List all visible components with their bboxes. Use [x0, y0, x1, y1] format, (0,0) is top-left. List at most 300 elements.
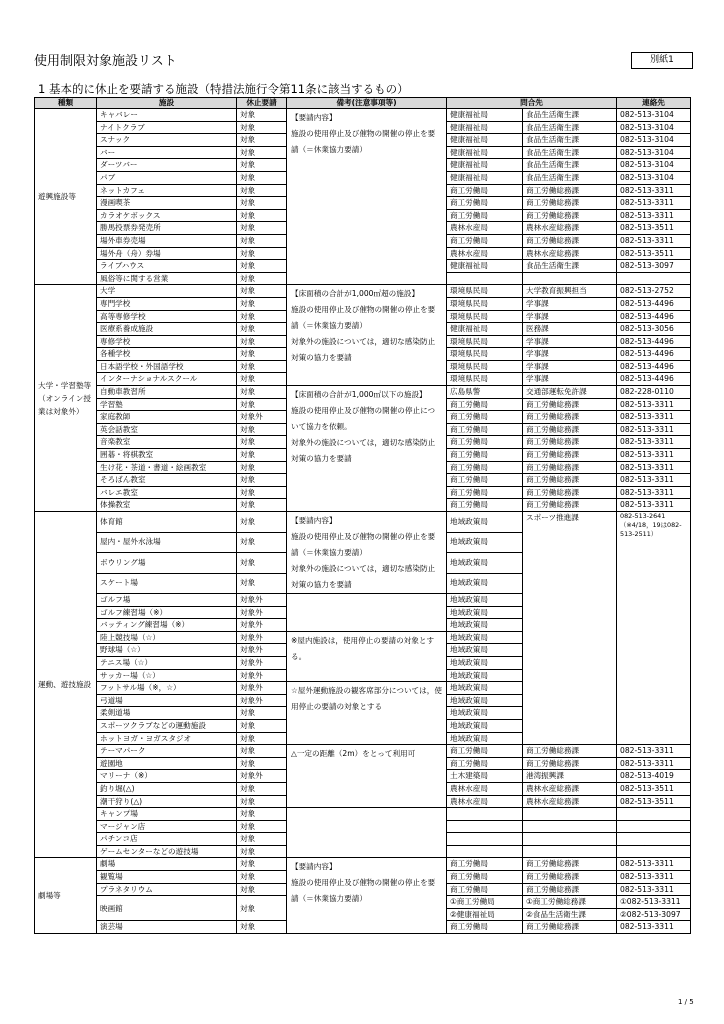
request-status: 対象 — [237, 532, 287, 553]
facility-name: キャンプ場 — [97, 808, 237, 821]
contact-section: スポーツ推進課 — [523, 512, 617, 745]
contact-dept: 地域政策局 — [447, 694, 523, 707]
request-status: 対象 — [237, 474, 287, 487]
request-status: 対象 — [237, 272, 287, 285]
contact-dept: 地域政策局 — [447, 606, 523, 619]
contact-section: 学事課 — [523, 335, 617, 348]
contact-section: 商工労働総務課 — [523, 234, 617, 247]
contact-phone: 082-513-3311 — [617, 499, 691, 512]
facility-name: 専門学校 — [97, 297, 237, 310]
contact-dept: 商工労働局 — [447, 883, 523, 896]
contact-dept: 土木建築局 — [447, 770, 523, 783]
notes-cell — [287, 109, 447, 285]
contact-section: 食品生活衛生課 — [523, 171, 617, 184]
request-status: 対象 — [237, 209, 287, 222]
facility-name: ゲームセンターなどの遊技場 — [97, 845, 237, 858]
request-status: 対象 — [237, 858, 287, 871]
contact-section: 商工労働総務課 — [523, 197, 617, 210]
contact-section — [523, 272, 617, 285]
notes-cell — [287, 285, 447, 386]
request-status: 対象 — [237, 171, 287, 184]
facility-name: バレエ教室 — [97, 486, 237, 499]
contact-dept: 商工労働局 — [447, 398, 523, 411]
contact-dept: 農林水産局 — [447, 222, 523, 235]
facility-name: 囲碁・将棋教室 — [97, 449, 237, 462]
contact-section: 農林水産総務課 — [523, 782, 617, 795]
facility-name: 柔剣道場 — [97, 707, 237, 720]
contact-phone — [617, 820, 691, 833]
contact-phone: ①082-513-3311 — [617, 896, 691, 909]
facility-name: 漫画喫茶 — [97, 197, 237, 210]
request-status: 対象 — [237, 757, 287, 770]
facility-name: ゴルフ練習場（※） — [97, 606, 237, 619]
table-row — [35, 512, 691, 533]
request-status: 対象 — [237, 553, 287, 574]
contact-phone: 082-513-4496 — [617, 297, 691, 310]
contact-dept: 広島県警 — [447, 386, 523, 399]
contact-section: 交通部運転免許課 — [523, 386, 617, 399]
request-status: 対象 — [237, 921, 287, 934]
facility-name: 体操教室 — [97, 499, 237, 512]
page-title: 使用制限対象施設リスト — [34, 54, 177, 69]
header-contact: 問合先 — [447, 98, 617, 109]
contact-section: ①商工労働総務課 — [523, 896, 617, 909]
facility-name: フットサル場（※，☆） — [97, 682, 237, 695]
contact-dept: 地域政策局 — [447, 594, 523, 607]
contact-phone: 082-513-3311 — [617, 411, 691, 424]
contact-dept: 地域政策局 — [447, 707, 523, 720]
contact-phone: 082-513-3311 — [617, 858, 691, 871]
request-status: 対象 — [237, 573, 287, 594]
contact-dept: ②健康福祉局 — [447, 908, 523, 921]
request-status: 対象 — [237, 782, 287, 795]
contact-dept: 環境県民局 — [447, 360, 523, 373]
contact-phone — [617, 808, 691, 821]
contact-section: 医務課 — [523, 323, 617, 336]
facility-name: 音楽教室 — [97, 436, 237, 449]
contact-phone: 082-513-3104 — [617, 146, 691, 159]
contact-dept: 地域政策局 — [447, 656, 523, 669]
table-row — [35, 109, 691, 122]
contact-dept: 商工労働局 — [447, 411, 523, 424]
note-line: 対象外の施設については，適切な感染防止対策の協力を要請 — [291, 337, 436, 363]
contact-phone: 082-513-3311 — [617, 921, 691, 934]
contact-phone: 082-513-3511 — [617, 247, 691, 260]
contact-section: 商工労働総務課 — [523, 757, 617, 770]
contact-section: 学事課 — [523, 297, 617, 310]
facility-name: ボウリング場 — [97, 553, 237, 574]
contact-section: 大学教育振興担当 — [523, 285, 617, 298]
contact-phone: 082-513-3511 — [617, 782, 691, 795]
table-row — [35, 745, 691, 758]
facility-name: 勝馬投票券発売所 — [97, 222, 237, 235]
contact-dept: 商工労働局 — [447, 499, 523, 512]
contact-phone: 082-513-3311 — [617, 757, 691, 770]
facility-name: 劇場 — [97, 858, 237, 871]
contact-dept: 地域政策局 — [447, 644, 523, 657]
contact-dept: 商工労働局 — [447, 474, 523, 487]
facility-name: 高等専修学校 — [97, 310, 237, 323]
facility-name: 風俗等に関する営業 — [97, 272, 237, 285]
notes-cell — [287, 594, 447, 632]
table-header-row — [35, 98, 691, 109]
note-line: ☆屋外運動施設の観客席部分については，使用停止の要請の対象とする — [291, 686, 442, 712]
contact-phone: 082-513-3104 — [617, 134, 691, 147]
category-cell: 運動、遊技施設 — [35, 512, 97, 858]
contact-dept: 商工労働局 — [447, 436, 523, 449]
facility-name: ダーツバー — [97, 159, 237, 172]
contact-dept: 地域政策局 — [447, 619, 523, 632]
notes-cell — [287, 631, 447, 681]
table-row — [35, 285, 691, 298]
contact-dept — [447, 808, 523, 821]
contact-section: 食品生活衛生課 — [523, 260, 617, 273]
facility-name: マリーナ（※） — [97, 770, 237, 783]
contact-phone: 082-513-4496 — [617, 310, 691, 323]
contact-dept — [447, 833, 523, 846]
contact-dept: 環境県民局 — [447, 348, 523, 361]
contact-dept — [447, 845, 523, 858]
request-status: 対象 — [237, 360, 287, 373]
contact-phone: 082-513-4496 — [617, 335, 691, 348]
contact-dept: 商工労働局 — [447, 209, 523, 222]
contact-phone: 082-513-4496 — [617, 360, 691, 373]
contact-phone: 082-228-0110 — [617, 386, 691, 399]
contact-dept: 商工労働局 — [447, 486, 523, 499]
request-status: 対象外 — [237, 411, 287, 424]
note-line: 【床面積の合計が1,000㎡超の施設】 — [291, 289, 420, 299]
contact-section: 商工労働総務課 — [523, 921, 617, 934]
contact-dept: 農林水産局 — [447, 247, 523, 260]
note-line: 対象外の施設については，適切な感染防止対策の協力を要請 — [291, 438, 436, 464]
contact-dept: 地域政策局 — [447, 719, 523, 732]
request-status: 対象 — [237, 398, 287, 411]
contact-dept: 健康福祉局 — [447, 134, 523, 147]
facility-name: バー — [97, 146, 237, 159]
contact-section: 商工労働総務課 — [523, 871, 617, 884]
contact-dept: 健康福祉局 — [447, 109, 523, 122]
contact-phone: 082-513-3311 — [617, 461, 691, 474]
contact-dept: 地域政策局 — [447, 532, 523, 553]
contact-phone: 082-513-3511 — [617, 222, 691, 235]
note-line: 対象外の施設については，適切な感染防止対策の協力を要請 — [291, 564, 436, 589]
facility-name: ゴルフ場 — [97, 594, 237, 607]
request-status: 対象 — [237, 436, 287, 449]
facility-name: プラネタリウム — [97, 883, 237, 896]
contact-dept: 商工労働局 — [447, 461, 523, 474]
contact-dept — [447, 272, 523, 285]
header-phone: 連絡先 — [617, 98, 691, 109]
contact-dept: 環境県民局 — [447, 310, 523, 323]
request-status: 対象 — [237, 461, 287, 474]
note-line: 施設の使用停止及び催物の開催の停止を要請（＝休業協力要請） — [291, 532, 436, 557]
facility-name: 家庭教師 — [97, 411, 237, 424]
contact-dept: 健康福祉局 — [447, 159, 523, 172]
contact-section: ②食品生活衛生課 — [523, 908, 617, 921]
request-status: 対象 — [237, 134, 287, 147]
facility-name: 屋内・屋外水泳場 — [97, 532, 237, 553]
contact-phone: 082-513-4496 — [617, 348, 691, 361]
request-status: 対象 — [237, 109, 287, 122]
facility-name: 映画館 — [97, 896, 237, 921]
notes-cell — [287, 858, 447, 934]
phone-note: （※4/18，19は082-513-2511） — [620, 521, 682, 538]
category-cell: 劇場等 — [35, 858, 97, 934]
contact-phone: 082-513-3104 — [617, 159, 691, 172]
request-status: 対象 — [237, 707, 287, 720]
contact-phone — [617, 833, 691, 846]
note-line: 【床面積の合計が1,000㎡以下の施設】 — [291, 390, 427, 400]
contact-section: 食品生活衛生課 — [523, 146, 617, 159]
notes-cell — [287, 682, 447, 745]
category-cell: 大学・学習塾等（オンライン授業は対象外） — [35, 285, 97, 512]
request-status: 対象 — [237, 449, 287, 462]
facility-name: テニス場（☆） — [97, 656, 237, 669]
facility-name: 医療系養成施設 — [97, 323, 237, 336]
contact-section: 商工労働総務課 — [523, 883, 617, 896]
contact-dept: 地域政策局 — [447, 669, 523, 682]
contact-dept: 商工労働局 — [447, 423, 523, 436]
contact-section — [523, 833, 617, 846]
facility-name: 生け花・茶道・書道・絵画教室 — [97, 461, 237, 474]
facility-name: 陸上競技場（☆） — [97, 631, 237, 644]
facility-name: そろばん教室 — [97, 474, 237, 487]
contact-dept: 商工労働局 — [447, 871, 523, 884]
contact-section: 商工労働総務課 — [523, 486, 617, 499]
notes-cell — [287, 745, 447, 808]
contact-phone: 082-513-3104 — [617, 171, 691, 184]
facility-name: テーマパーク — [97, 745, 237, 758]
contact-section: 農林水産総務課 — [523, 247, 617, 260]
request-status: 対象 — [237, 146, 287, 159]
contact-dept: 健康福祉局 — [447, 323, 523, 336]
facility-name: 弓道場 — [97, 694, 237, 707]
contact-section: 商工労働総務課 — [523, 449, 617, 462]
page-number: 1 / 5 — [678, 998, 694, 1006]
facility-name: 演芸場 — [97, 921, 237, 934]
contact-phone: 082-513-3311 — [617, 209, 691, 222]
contact-phone: 082-513-3104 — [617, 121, 691, 134]
facility-name: パチンコ店 — [97, 833, 237, 846]
contact-dept: 地域政策局 — [447, 573, 523, 594]
contact-dept: 商工労働局 — [447, 745, 523, 758]
request-status: 対象外 — [237, 770, 287, 783]
facility-name: パブ — [97, 171, 237, 184]
request-status: 対象外 — [237, 682, 287, 695]
contact-phone: 082-513-3097 — [617, 260, 691, 273]
contact-phone: 082-513-3311 — [617, 871, 691, 884]
header-notes: 備考(注意事項等) — [287, 98, 447, 109]
request-status: 対象 — [237, 719, 287, 732]
notes-cell — [287, 808, 447, 858]
contact-dept: ①商工労働局 — [447, 896, 523, 909]
contact-phone: 082-513-3511 — [617, 795, 691, 808]
request-status: 対象外 — [237, 594, 287, 607]
contact-phone: 082-513-3311 — [617, 474, 691, 487]
notes-cell — [287, 386, 447, 512]
contact-dept: 商工労働局 — [447, 858, 523, 871]
contact-section: 学事課 — [523, 360, 617, 373]
request-status: 対象 — [237, 222, 287, 235]
facility-name: ライブハウス — [97, 260, 237, 273]
contact-dept: 環境県民局 — [447, 335, 523, 348]
facility-name: スナック — [97, 134, 237, 147]
contact-dept: 商工労働局 — [447, 757, 523, 770]
contact-dept: 農林水産局 — [447, 795, 523, 808]
contact-section: 商工労働総務課 — [523, 858, 617, 871]
contact-dept: 商工労働局 — [447, 234, 523, 247]
request-status: 対象外 — [237, 644, 287, 657]
contact-section — [523, 845, 617, 858]
contact-section: 商工労働総務課 — [523, 411, 617, 424]
request-status: 対象 — [237, 310, 287, 323]
request-status: 対象 — [237, 896, 287, 921]
facility-name: インターナショナルスクール — [97, 373, 237, 386]
request-status: 対象 — [237, 423, 287, 436]
contact-phone — [617, 512, 691, 745]
contact-dept: 環境県民局 — [447, 373, 523, 386]
contact-section — [523, 808, 617, 821]
contact-phone: 082-513-3311 — [617, 883, 691, 896]
contact-dept: 地域政策局 — [447, 682, 523, 695]
contact-section: 商工労働総務課 — [523, 436, 617, 449]
contact-section: 商工労働総務課 — [523, 184, 617, 197]
contact-dept: 健康福祉局 — [447, 260, 523, 273]
section-heading: 1 基本的に休止を要請する施設（特措法施行令第11条に該当するもの） — [38, 82, 409, 96]
request-status: 対象 — [237, 297, 287, 310]
contact-phone: 082-513-3311 — [617, 197, 691, 210]
phone-main: 082-513-2641 — [620, 512, 666, 520]
contact-dept: 農林水産局 — [447, 782, 523, 795]
contact-section: 商工労働総務課 — [523, 474, 617, 487]
contact-section — [523, 820, 617, 833]
request-status: 対象 — [237, 386, 287, 399]
contact-dept: 商工労働局 — [447, 197, 523, 210]
contact-phone — [617, 845, 691, 858]
facility-name: 場外舟（舟）券場 — [97, 247, 237, 260]
facility-name: 観覧場 — [97, 871, 237, 884]
request-status: 対象 — [237, 871, 287, 884]
facility-name: 潮干狩り(△) — [97, 795, 237, 808]
facility-name: スポーツクラブなどの運動施設 — [97, 719, 237, 732]
contact-dept: 商工労働局 — [447, 184, 523, 197]
facility-table — [34, 97, 691, 934]
request-status: 対象 — [237, 833, 287, 846]
contact-phone: 082-513-3311 — [617, 486, 691, 499]
request-status: 対象外 — [237, 606, 287, 619]
request-status: 対象外 — [237, 656, 287, 669]
facility-name: ホットヨガ・ヨガスタジオ — [97, 732, 237, 745]
facility-name: 日本語学校・外国語学校 — [97, 360, 237, 373]
contact-dept: 地域政策局 — [447, 512, 523, 533]
table-row — [35, 386, 691, 399]
contact-dept: 環境県民局 — [447, 297, 523, 310]
contact-section: 商工労働総務課 — [523, 398, 617, 411]
contact-phone: 082-513-3311 — [617, 398, 691, 411]
facility-name: スケート場 — [97, 573, 237, 594]
request-status: 対象 — [237, 197, 287, 210]
contact-dept: 健康福祉局 — [447, 146, 523, 159]
facility-name: サッカー場（☆） — [97, 669, 237, 682]
header-type: 種類 — [35, 98, 97, 109]
contact-phone: 082-513-3056 — [617, 323, 691, 336]
request-status: 対象 — [237, 820, 287, 833]
note-line: △一定の距離（2m）をとって利用可 — [291, 749, 416, 759]
request-status: 対象 — [237, 883, 287, 896]
notes-cell — [287, 512, 447, 594]
contact-section: 学事課 — [523, 310, 617, 323]
request-status: 対象 — [237, 335, 287, 348]
contact-section: 農林水産総務課 — [523, 222, 617, 235]
facility-name: バッティング練習場（※） — [97, 619, 237, 632]
contact-phone: 082-513-3311 — [617, 184, 691, 197]
note-line: 【要請内容】 — [291, 113, 337, 122]
facility-name: ナイトクラブ — [97, 121, 237, 134]
contact-phone: 082-513-4496 — [617, 373, 691, 386]
note-line: 施設の使用停止及び催物の開催の停止を要請（＝休業協力要請） — [291, 878, 436, 904]
request-status: 対象 — [237, 184, 287, 197]
facility-name: 自動車教習所 — [97, 386, 237, 399]
note-line: 施設の使用停止及び催物の開催の停止について協力を依頼。 — [291, 406, 436, 432]
contact-dept: 地域政策局 — [447, 732, 523, 745]
request-status: 対象 — [237, 121, 287, 134]
request-status: 対象 — [237, 159, 287, 172]
contact-section: 学事課 — [523, 373, 617, 386]
request-status: 対象 — [237, 808, 287, 821]
facility-name: 場外車券売場 — [97, 234, 237, 247]
facility-name: マージャン店 — [97, 820, 237, 833]
facility-name: カラオケボックス — [97, 209, 237, 222]
contact-dept: 商工労働局 — [447, 449, 523, 462]
request-status: 対象 — [237, 348, 287, 361]
contact-section: 農林水産総務課 — [523, 795, 617, 808]
request-status: 対象外 — [237, 619, 287, 632]
request-status: 対象外 — [237, 669, 287, 682]
facility-name: 各種学校 — [97, 348, 237, 361]
facility-name: 釣り堀(△) — [97, 782, 237, 795]
attachment-label: 別紙1 — [631, 52, 693, 69]
contact-section: 食品生活衛生課 — [523, 121, 617, 134]
contact-section: 学事課 — [523, 348, 617, 361]
request-status: 対象 — [237, 795, 287, 808]
contact-dept: 商工労働局 — [447, 921, 523, 934]
contact-phone: 082-513-2752 — [617, 285, 691, 298]
request-status: 対象外 — [237, 694, 287, 707]
contact-section: 商工労働総務課 — [523, 499, 617, 512]
contact-phone: 082-513-3104 — [617, 109, 691, 122]
request-status: 対象 — [237, 373, 287, 386]
request-status: 対象 — [237, 285, 287, 298]
facility-name: 体育館 — [97, 512, 237, 533]
note-line: 施設の使用停止及び催物の開催の停止を要請（＝休業協力要請） — [291, 305, 436, 331]
contact-section: 商工労働総務課 — [523, 209, 617, 222]
contact-section: 商工労働総務課 — [523, 423, 617, 436]
request-status: 対象 — [237, 745, 287, 758]
contact-dept: 地域政策局 — [447, 631, 523, 644]
facility-name: ネットカフェ — [97, 184, 237, 197]
category-cell: 遊興施設等 — [35, 109, 97, 285]
contact-phone: 082-513-3311 — [617, 449, 691, 462]
facility-name: 英会話教室 — [97, 423, 237, 436]
contact-phone: 082-513-3311 — [617, 423, 691, 436]
table-row — [35, 808, 691, 821]
request-status: 対象 — [237, 499, 287, 512]
facility-name: 大学 — [97, 285, 237, 298]
note-line: ※屋内施設は，使用停止の要請の対象とする。 — [291, 635, 435, 661]
request-status: 対象 — [237, 845, 287, 858]
contact-section: 商工労働総務課 — [523, 745, 617, 758]
facility-name: 野球場（☆） — [97, 644, 237, 657]
